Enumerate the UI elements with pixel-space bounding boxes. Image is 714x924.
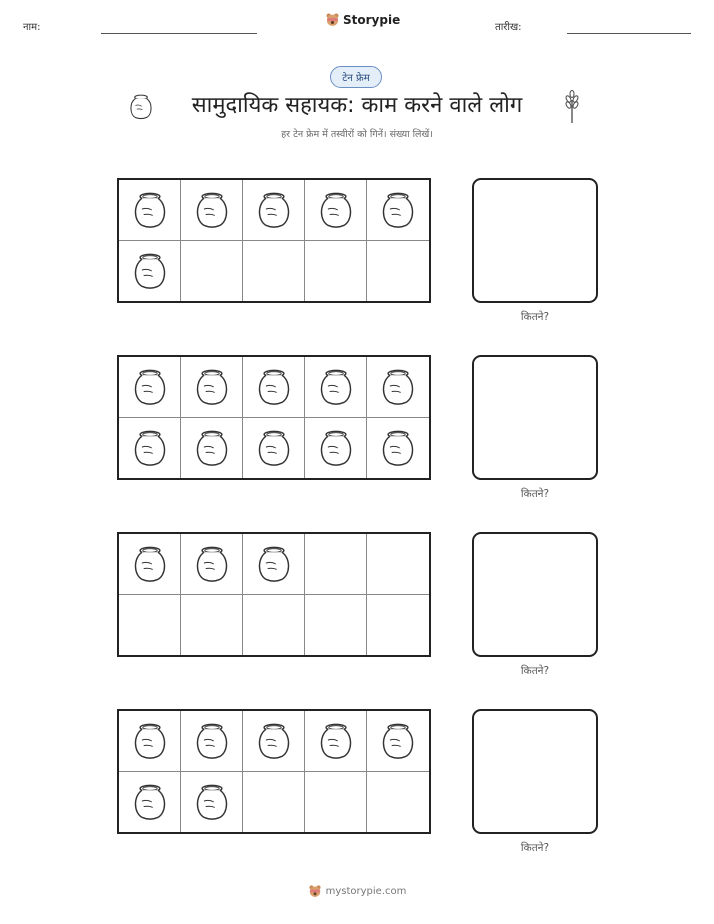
clay-pot-icon bbox=[132, 781, 168, 823]
ten-frame-cell-filled bbox=[119, 241, 181, 302]
ten-frame-cell-filled bbox=[243, 534, 305, 595]
clay-pot-icon bbox=[132, 427, 168, 469]
ten-frame-cell-empty bbox=[367, 534, 429, 595]
topic-badge: टेन फ्रेम bbox=[330, 66, 382, 88]
clay-pot-icon bbox=[132, 189, 168, 231]
clay-pot-icon bbox=[318, 366, 354, 408]
date-label: तारीख: bbox=[495, 22, 522, 33]
clay-pot-icon bbox=[194, 720, 230, 762]
clay-pot-icon bbox=[380, 427, 416, 469]
ten-frame-cell-empty bbox=[243, 772, 305, 833]
clay-pot-icon bbox=[132, 366, 168, 408]
clay-pot-icon bbox=[256, 427, 292, 469]
footer bbox=[0, 884, 714, 898]
ten-frame-cell-filled bbox=[367, 418, 429, 479]
how-many-label: कितने? bbox=[520, 311, 550, 323]
ten-frame-cell-empty bbox=[305, 772, 367, 833]
ten-frame-cell-empty bbox=[367, 772, 429, 833]
ten-frame-cell-filled bbox=[243, 418, 305, 479]
ten-frame-cell-filled bbox=[181, 180, 243, 241]
ten-frame-cell-empty bbox=[243, 241, 305, 302]
ten-frame bbox=[117, 178, 431, 303]
clay-pot-icon bbox=[194, 189, 230, 231]
ten-frame-cell-filled bbox=[305, 711, 367, 772]
ten-frame-cell-filled bbox=[181, 357, 243, 418]
footer-url[interactable]: mystorypie.com bbox=[325, 885, 407, 897]
clay-pot-icon bbox=[318, 189, 354, 231]
clay-pot-icon bbox=[256, 720, 292, 762]
clay-pot-icon bbox=[132, 250, 168, 292]
ten-frame-cell-empty bbox=[243, 595, 305, 656]
bear-logo-icon bbox=[308, 884, 322, 898]
date-line[interactable] bbox=[567, 33, 691, 34]
clay-pot-icon bbox=[380, 366, 416, 408]
clay-pot-icon bbox=[256, 189, 292, 231]
ten-frame-cell-filled bbox=[367, 711, 429, 772]
ten-frame-cell-filled bbox=[119, 772, 181, 833]
clay-pot-icon bbox=[318, 427, 354, 469]
ten-frame-cell-empty bbox=[181, 241, 243, 302]
ten-frame-cell-filled bbox=[181, 772, 243, 833]
ten-frame-cell-filled bbox=[119, 418, 181, 479]
instructions: हर टेन फ्रेम में तस्वीरों को गिनें। संख्या लिखें। bbox=[281, 129, 433, 140]
ten-frame-cell-filled bbox=[119, 357, 181, 418]
how-many-label: कितने? bbox=[520, 665, 550, 677]
how-many-label: कितने? bbox=[520, 488, 550, 500]
name-line[interactable] bbox=[101, 33, 257, 34]
clay-pot-icon bbox=[380, 189, 416, 231]
brand-logo bbox=[325, 12, 400, 27]
clay-pot-icon bbox=[194, 543, 230, 585]
ten-frame-cell-empty bbox=[367, 595, 429, 656]
ten-frame-cell-filled bbox=[181, 711, 243, 772]
ten-frame-cell-empty bbox=[305, 534, 367, 595]
answer-box[interactable] bbox=[472, 709, 598, 834]
clay-pot-icon bbox=[132, 543, 168, 585]
name-label: नाम: bbox=[23, 22, 41, 33]
ten-frame-cell-filled bbox=[305, 418, 367, 479]
ten-frame-cell-filled bbox=[243, 357, 305, 418]
ten-frame-cell-empty bbox=[119, 595, 181, 656]
bear-logo-icon bbox=[325, 12, 340, 27]
worksheet-title: सामुदायिक सहायक: काम करने वाले लोग bbox=[191, 93, 523, 118]
ten-frame bbox=[117, 709, 431, 834]
ten-frame-cell-filled bbox=[119, 711, 181, 772]
clay-pot-icon bbox=[194, 427, 230, 469]
answer-box[interactable] bbox=[472, 532, 598, 657]
ten-frame-cell-filled bbox=[119, 180, 181, 241]
clay-pot-icon bbox=[256, 543, 292, 585]
clay-pot-icon bbox=[318, 720, 354, 762]
ten-frame-cell-filled bbox=[305, 357, 367, 418]
ten-frame-cell-empty bbox=[305, 241, 367, 302]
answer-box[interactable] bbox=[472, 178, 598, 303]
clay-pot-icon bbox=[194, 366, 230, 408]
answer-box[interactable] bbox=[472, 355, 598, 480]
ten-frame-cell-empty bbox=[305, 595, 367, 656]
ten-frame bbox=[117, 532, 431, 657]
ten-frame-cell-empty bbox=[181, 595, 243, 656]
clay-pot-icon bbox=[256, 366, 292, 408]
clay-pot-icon bbox=[380, 720, 416, 762]
ten-frame-cell-empty bbox=[367, 241, 429, 302]
ten-frame-cell-filled bbox=[367, 357, 429, 418]
ten-frame-cell-filled bbox=[367, 180, 429, 241]
ten-frame-cell-filled bbox=[243, 711, 305, 772]
ten-frame-cell-filled bbox=[305, 180, 367, 241]
wheat-icon bbox=[563, 90, 581, 124]
ten-frame-cell-filled bbox=[181, 418, 243, 479]
ten-frame-cell-filled bbox=[119, 534, 181, 595]
clay-pot-icon bbox=[132, 720, 168, 762]
ten-frame bbox=[117, 355, 431, 480]
ten-frame-cell-filled bbox=[181, 534, 243, 595]
how-many-label: कितने? bbox=[520, 842, 550, 854]
brand-name: Storypie bbox=[343, 12, 401, 27]
clay-pot-icon bbox=[194, 781, 230, 823]
ten-frame-cell-filled bbox=[243, 180, 305, 241]
